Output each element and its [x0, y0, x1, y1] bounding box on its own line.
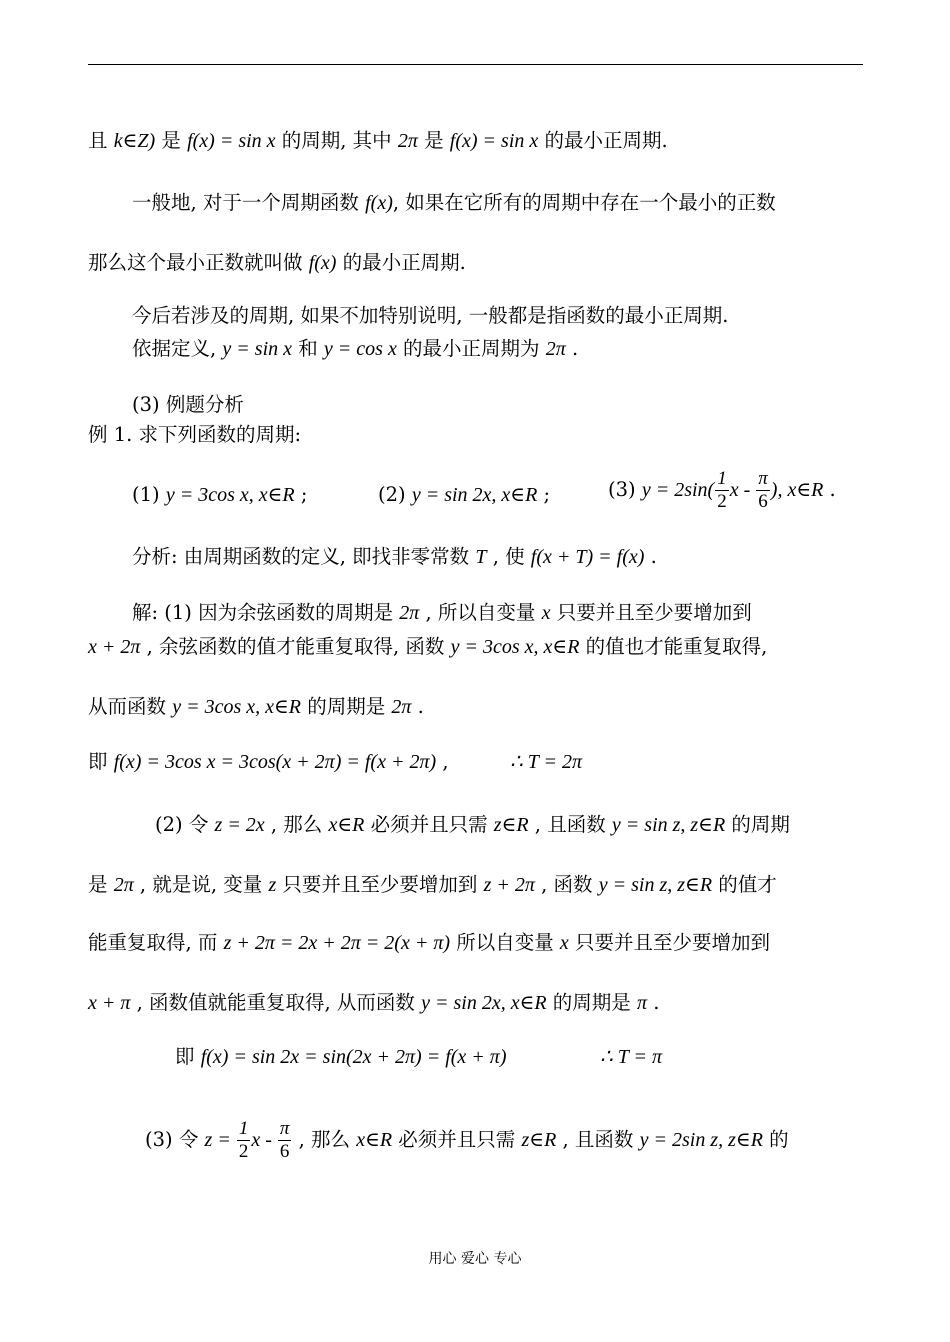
example-1-item-3 — [608, 468, 836, 513]
text-run: 必须并且只需 — [364, 813, 494, 836]
text-run: 只要并且至少要增加到 — [550, 601, 752, 624]
text-line-sin-cos-period — [132, 336, 578, 362]
fraction-numerator: π — [758, 468, 768, 489]
text-run: 的 — [762, 1128, 789, 1151]
math-expression: 2π — [397, 130, 418, 152]
text-run: 的最小正周期为 — [396, 337, 546, 360]
math-expression: 2π — [113, 874, 134, 896]
fraction-numerator: 1 — [238, 1118, 249, 1139]
math-expression: y = 3cos x, x∈R — [450, 636, 580, 658]
text-run: (2) — [378, 483, 412, 506]
math-expression: ∴ T = π — [600, 1046, 663, 1068]
text-run: , 就是说, 变量 — [133, 873, 269, 896]
math-expression: z∈R — [493, 814, 529, 836]
math-expression: T — [475, 546, 487, 568]
text-run: 和 — [292, 337, 324, 360]
math-expression: y = sin x — [222, 338, 292, 360]
solution-1-line-1 — [132, 600, 752, 626]
text-run: 的周期 — [725, 813, 790, 836]
fraction — [278, 1118, 292, 1163]
text-run: , 那么 — [264, 813, 329, 836]
fraction — [715, 468, 729, 513]
text-run: 的最小正周期. — [538, 129, 668, 152]
solution-1-equation — [88, 749, 449, 775]
math-expression: y = sin z, z∈R — [598, 874, 713, 896]
solution-3-line-1 — [145, 1118, 789, 1163]
text-run: , 所以自变量 — [419, 601, 542, 624]
text-run: , 函数值就能重复取得, 从而函数 — [130, 991, 422, 1014]
text-run: 只要并且至少要增加到 — [276, 873, 484, 896]
text-run: 是 — [155, 129, 188, 152]
math-expression: z — [268, 874, 277, 896]
math-expression: x∈R — [356, 1129, 393, 1151]
text-run: 的最小正周期. — [336, 251, 466, 274]
text-line-min-period-definition — [88, 250, 466, 276]
text-run: ; — [537, 483, 551, 506]
math-expression: k∈Z) — [113, 130, 156, 152]
math-expression: ), x∈R — [770, 479, 824, 501]
math-expression: y = 3cos x, x∈R — [165, 484, 295, 506]
math-expression: y = 2sin( — [641, 479, 715, 501]
text-run: 只要并且至少要增加到 — [568, 931, 771, 954]
fraction-denominator: 2 — [238, 1141, 249, 1162]
math-expression: 2π — [399, 602, 420, 624]
solution-1-result — [510, 749, 582, 775]
math-expression: y = cos x — [323, 338, 397, 360]
text-run: . — [565, 337, 579, 360]
text-run: 解: (1) 因为余弦函数的周期是 — [132, 601, 400, 624]
text-run: 的周期, 其中 — [275, 129, 398, 152]
text-run: 能重复取得, 而 — [88, 931, 224, 954]
text-run: (2) 令 — [155, 813, 215, 836]
text-run: , 函数 — [534, 873, 599, 896]
solution-2-result — [600, 1044, 662, 1070]
fraction-numerator: π — [279, 1118, 290, 1139]
math-expression: y = sin 2x, x∈R — [421, 992, 547, 1014]
math-expression: 2π — [391, 696, 412, 718]
solution-2-line-1 — [155, 812, 790, 838]
fraction — [237, 1118, 251, 1163]
text-run: 且 — [88, 129, 114, 152]
math-expression: f(x + T) = f(x) — [530, 546, 645, 568]
text-run: , 那么 — [292, 1128, 357, 1151]
math-expression: y = 3cos x, x∈R — [172, 696, 302, 718]
text-run: 是 — [417, 129, 450, 152]
text-run: 依据定义, — [132, 337, 223, 360]
section-heading-examples — [132, 392, 244, 418]
text-run: 的周期是 — [546, 991, 638, 1014]
text-run: . — [644, 545, 657, 568]
header-rule — [88, 64, 863, 65]
fraction-numerator: 1 — [717, 468, 727, 489]
math-expression: f(x) = sin x — [449, 130, 539, 152]
math-expression: π — [637, 992, 648, 1014]
text-run: 一般地, 对于一个周期函数 — [132, 191, 366, 214]
math-expression: y = sin z, z∈R — [611, 814, 726, 836]
text-run: , 如果在它所有的周期中存在一个最小的正数 — [392, 191, 776, 214]
text-run: . — [411, 695, 424, 718]
math-expression: z∈R — [521, 1129, 557, 1151]
text-run: , — [436, 750, 449, 773]
solution-2-line-3 — [88, 930, 770, 956]
solution-1-line-3 — [88, 694, 424, 720]
text-run: , 且函数 — [528, 813, 612, 836]
math-expression: x + 2π — [88, 636, 141, 658]
text-line-convention-note — [132, 303, 729, 329]
math-expression: y = 2sin z, z∈R — [639, 1129, 763, 1151]
math-expression: y = sin 2x, x∈R — [411, 484, 538, 506]
text-run: 那么这个最小正数就叫做 — [88, 251, 309, 274]
text-run: 今后若涉及的周期, 如果不加特别说明, 一般都是指函数的最小正周期. — [132, 304, 729, 327]
math-expression: x + π — [88, 992, 131, 1014]
math-expression: z + 2π — [483, 874, 535, 896]
text-run: , 余弦函数的值才能重复取得, 函数 — [140, 635, 451, 658]
math-expression: f(x) = 3cos x = 3cos(x + 2π) = f(x + 2π) — [113, 751, 437, 773]
math-expression: x - — [729, 479, 756, 501]
math-expression: z = — [204, 1129, 236, 1151]
text-run: . — [647, 991, 660, 1014]
math-expression: x - — [251, 1129, 277, 1151]
math-expression: f(x) = sin x — [187, 130, 276, 152]
text-line-general-definition — [132, 190, 776, 216]
text-run: (3) — [608, 478, 642, 501]
solution-2-equation — [175, 1044, 506, 1070]
text-run: (3) 例题分析 — [132, 393, 244, 416]
fraction — [756, 468, 770, 513]
math-expression: 2π — [545, 338, 566, 360]
text-run: 必须并且只需 — [392, 1128, 522, 1151]
math-expression: ∴ T = 2π — [510, 751, 583, 773]
math-expression: x — [559, 932, 569, 954]
example-1-item-1 — [132, 482, 307, 508]
text-run: 即 — [175, 1045, 201, 1068]
math-expression: f(x) — [365, 192, 393, 214]
text-run: 例 1. 求下列函数的周期: — [88, 423, 302, 446]
text-run: 所以自变量 — [450, 931, 560, 954]
solution-2-line-2 — [88, 872, 777, 898]
text-run: 的值也才能重复取得, — [579, 635, 768, 658]
text-run: (1) — [132, 483, 166, 506]
text-run: 分析: 由周期函数的定义, 即找非零常数 — [132, 545, 476, 568]
text-run: ; — [294, 483, 308, 506]
analysis-line — [132, 544, 657, 570]
text-run: . — [823, 478, 836, 501]
text-run: 是 — [88, 873, 114, 896]
text-run: 的周期是 — [301, 695, 392, 718]
solution-1-line-2 — [88, 634, 767, 660]
example-1-title — [88, 422, 301, 448]
math-expression: z = 2x — [214, 814, 265, 836]
text-run: , 且函数 — [556, 1128, 640, 1151]
page-footer: 用心 爱心 专心 — [428, 1251, 522, 1267]
solution-2-line-4 — [88, 990, 659, 1016]
text-run: , 使 — [486, 545, 531, 568]
math-expression: f(x) — [308, 252, 337, 274]
text-run: (3) 令 — [145, 1128, 205, 1151]
text-run: 即 — [88, 750, 114, 773]
text-run: 的值才 — [712, 873, 777, 896]
fraction-denominator: 2 — [717, 491, 727, 512]
text-line-period-sinx — [88, 128, 668, 154]
math-expression: x∈R — [328, 814, 365, 836]
fraction-denominator: 6 — [279, 1141, 290, 1162]
math-expression: f(x) = sin 2x = sin(2x + 2π) = f(x + π) — [200, 1046, 507, 1068]
math-expression: x — [541, 602, 551, 624]
example-1-item-2 — [378, 482, 550, 508]
math-expression: z + 2π = 2x + 2π = 2(x + π) — [223, 932, 451, 954]
fraction-denominator: 6 — [758, 491, 768, 512]
text-run: 从而函数 — [88, 695, 173, 718]
